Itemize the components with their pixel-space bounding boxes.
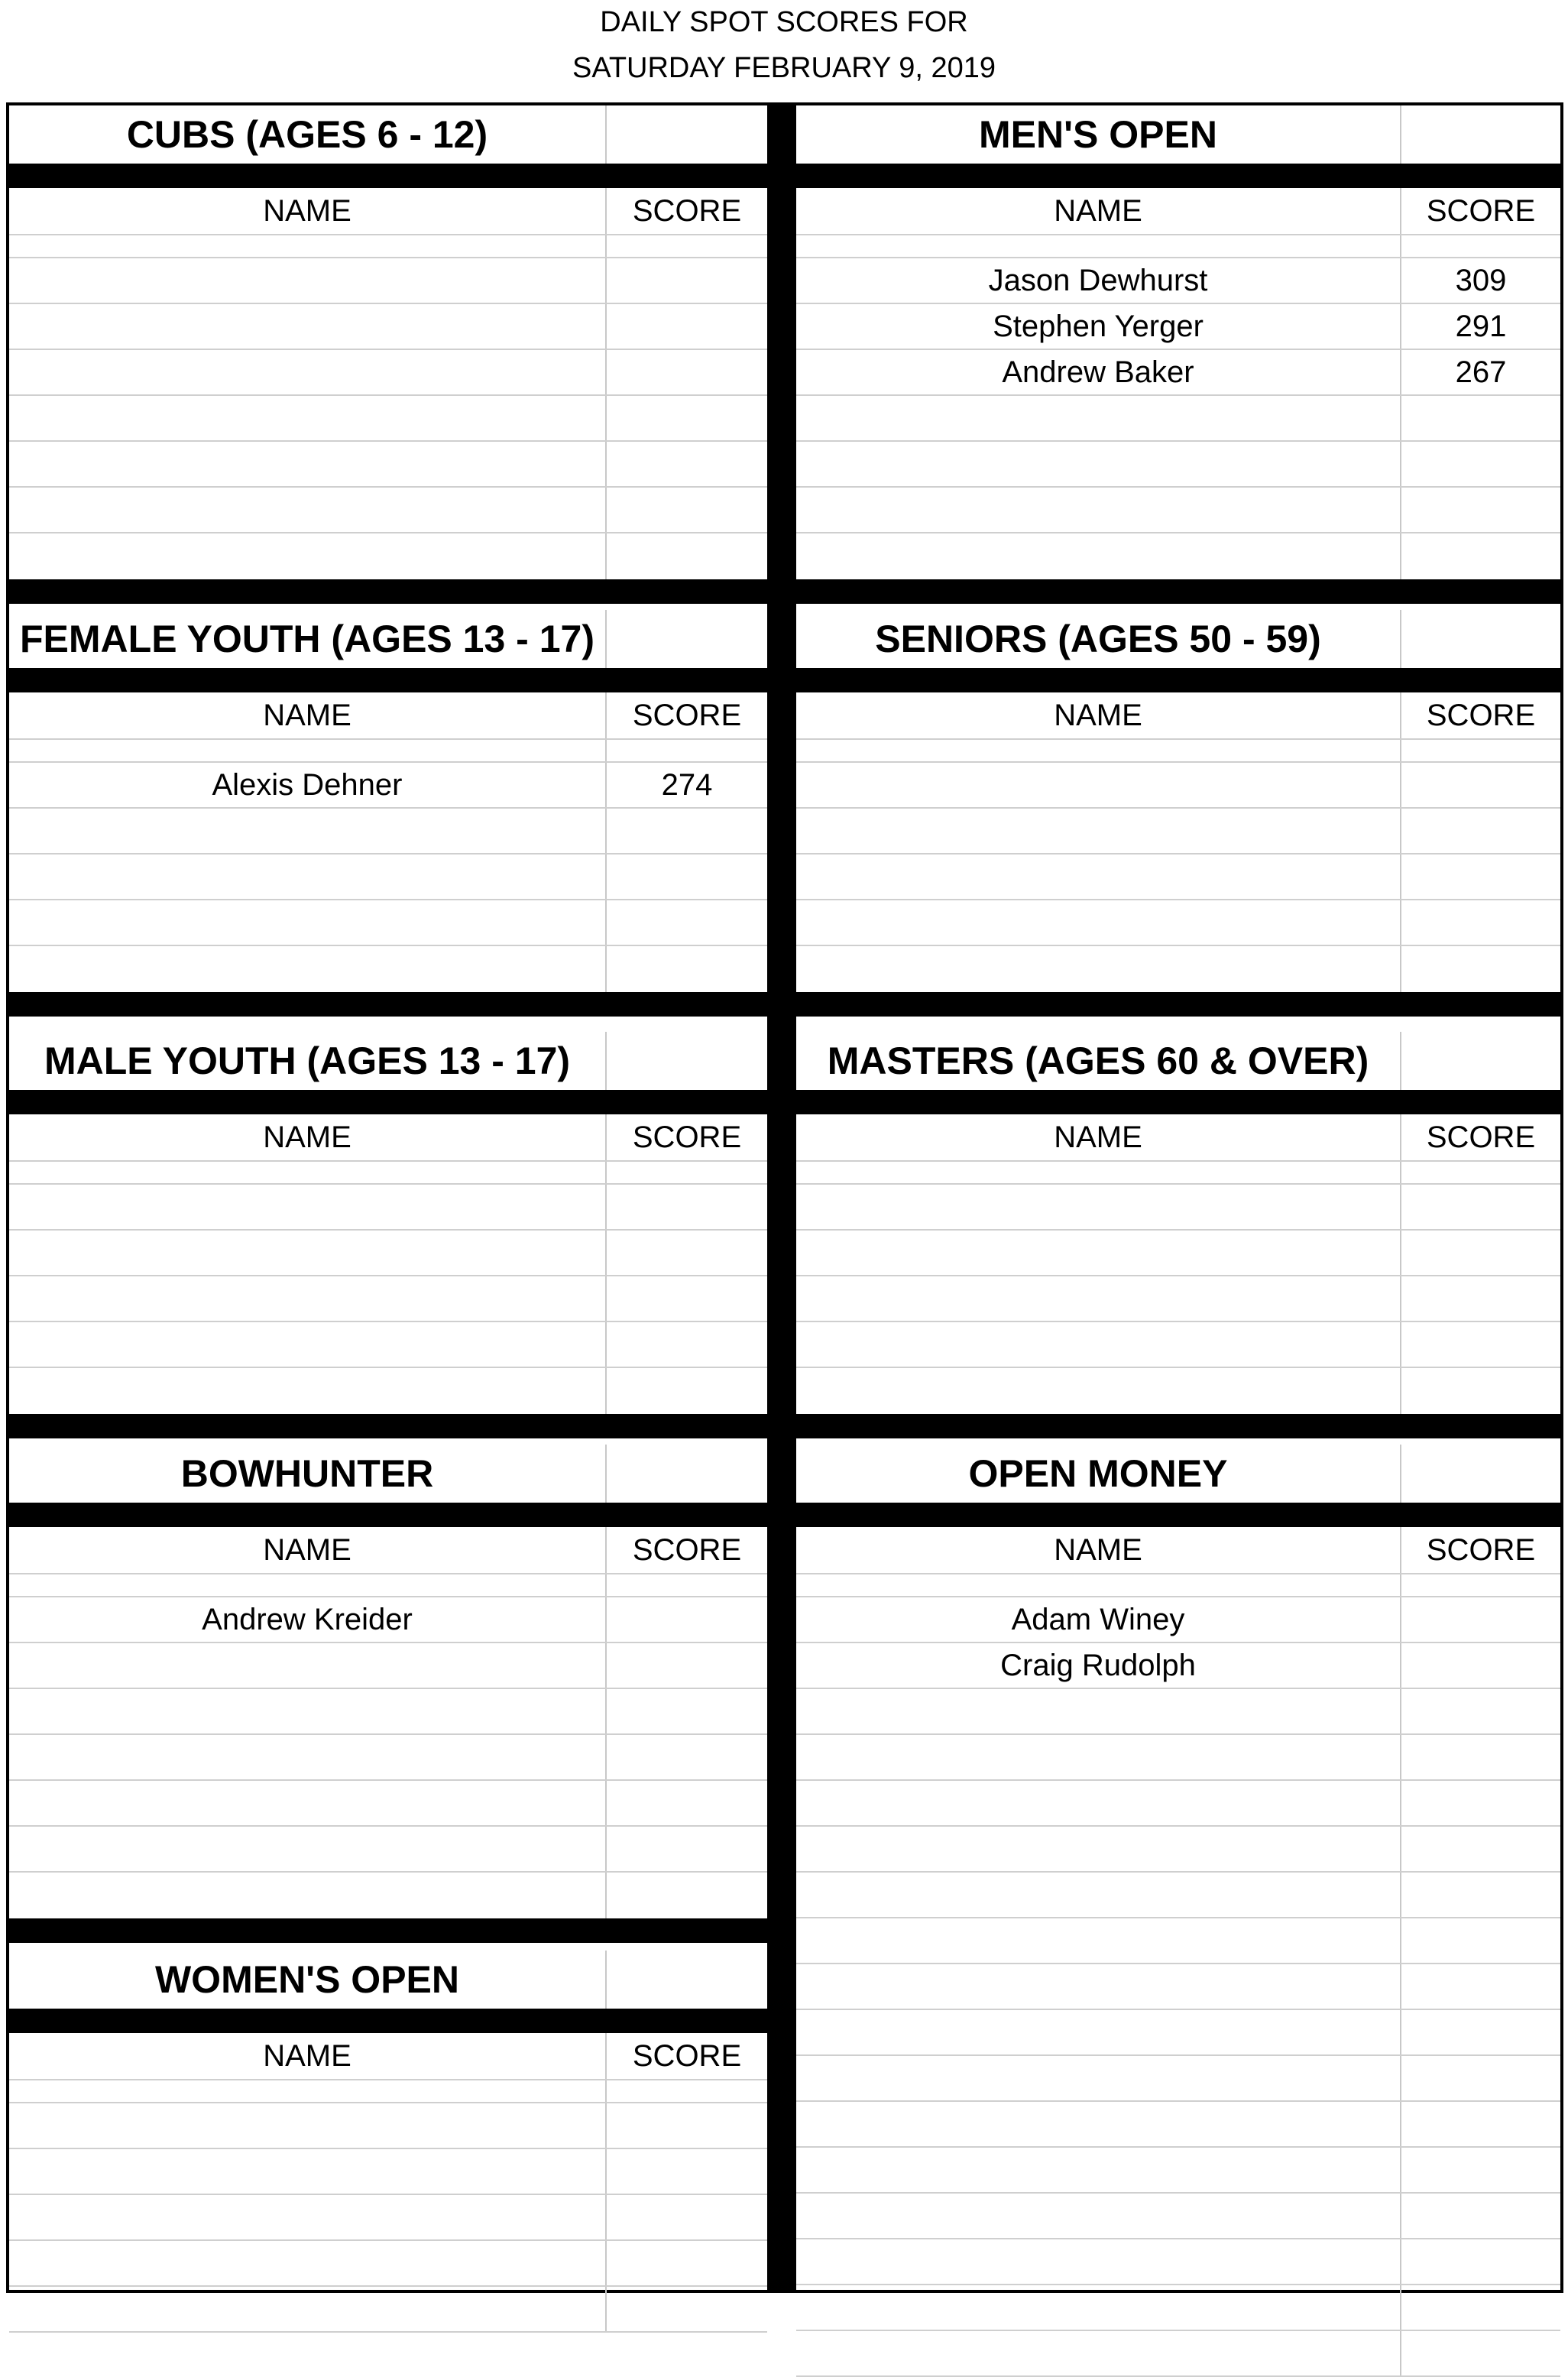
entry-score-empty	[1400, 2331, 1560, 2375]
empty-row	[796, 2194, 1560, 2239]
section-heading	[796, 610, 1560, 668]
entry-name-empty	[9, 1689, 605, 1733]
empty-row	[796, 2148, 1560, 2194]
empty-row	[796, 900, 1560, 946]
section-bar	[9, 2009, 767, 2033]
entry-name-empty	[9, 2149, 605, 2194]
section-title: MALE YOUTH (AGES 13 - 17)	[44, 1039, 571, 1082]
entry-score-empty	[605, 350, 767, 394]
entry-score-empty	[1400, 488, 1560, 532]
score-column-header: SCORE	[605, 2033, 767, 2079]
entry-score: 309	[1400, 258, 1560, 303]
entry-score-empty	[1400, 2102, 1560, 2146]
empty-row	[9, 1873, 767, 1918]
empty-row	[796, 2102, 1560, 2148]
empty-row	[9, 2103, 767, 2149]
section-bar	[796, 1503, 1560, 1527]
entry-name-empty	[9, 1735, 605, 1779]
entry-name-empty	[9, 2195, 605, 2239]
name-column-header: NAME	[1054, 698, 1142, 732]
entry-score-empty	[1400, 2148, 1560, 2192]
empty-row	[796, 2285, 1560, 2331]
spacer-score-cell	[605, 235, 767, 257]
empty-row	[9, 1368, 767, 1414]
entry-score-empty	[1400, 1276, 1560, 1321]
entry-name-empty	[796, 900, 1400, 945]
empty-row	[796, 1735, 1560, 1781]
name-column-header: NAME	[263, 193, 352, 228]
section-bar	[796, 1090, 1560, 1114]
entry-name-empty	[9, 442, 605, 486]
empty-row	[796, 1231, 1560, 1276]
entry-score: 274	[605, 763, 767, 807]
empty-row	[9, 2149, 767, 2195]
empty-row	[9, 946, 767, 992]
empty-row	[9, 350, 767, 396]
spacer-score-cell	[1400, 1162, 1560, 1183]
section-bar	[9, 1090, 767, 1114]
center-divider	[767, 105, 796, 2290]
entry-name-empty	[9, 854, 605, 899]
section-heading	[9, 1951, 767, 2009]
entry-name-empty	[796, 763, 1400, 807]
entry-score-empty	[1400, 533, 1560, 579]
empty-row	[9, 1185, 767, 1231]
entry-score-empty	[605, 1827, 767, 1871]
spacer-score-cell	[605, 740, 767, 761]
name-column-header: NAME	[1054, 1120, 1142, 1154]
entry-score-empty	[605, 258, 767, 303]
entry-name-empty	[796, 396, 1400, 440]
entry-score	[1400, 1597, 1560, 1642]
entry-score-empty	[605, 1643, 767, 1688]
section-separator	[796, 1414, 1560, 1438]
entry-score-empty	[605, 1781, 767, 1825]
score-entry-row	[796, 1597, 1560, 1643]
entry-name-empty	[796, 1827, 1400, 1871]
section-heading	[9, 105, 767, 164]
section-title: BOWHUNTER	[180, 1452, 434, 1495]
entry-score-empty	[1400, 1322, 1560, 1367]
left-column	[9, 105, 767, 2290]
empty-row	[796, 1964, 1560, 2010]
score-entry-row	[9, 1597, 767, 1643]
score-sheet	[6, 102, 1563, 2293]
empty-row	[796, 2239, 1560, 2285]
empty-row	[9, 1827, 767, 1873]
entry-name-empty	[796, 1918, 1400, 1963]
score-entry-row	[796, 1643, 1560, 1689]
entry-name-empty	[9, 1873, 605, 1918]
spacer-score-cell	[1400, 1574, 1560, 1596]
score-column-header: SCORE	[605, 692, 767, 738]
section-title: MASTERS (AGES 60 & OVER)	[827, 1039, 1369, 1082]
section-title-score-cell	[605, 1032, 767, 1090]
empty-row	[796, 1827, 1560, 1873]
empty-row	[796, 763, 1560, 809]
entry-score-empty	[605, 1322, 767, 1367]
spacer-score-cell	[605, 1162, 767, 1183]
entry-name-empty	[796, 488, 1400, 532]
section-title-score-cell	[605, 1951, 767, 2009]
section-title-score-cell	[1400, 610, 1560, 668]
section-title: CUBS (AGES 6 - 12)	[126, 113, 488, 156]
section-separator	[796, 579, 1560, 604]
spacer-score-cell	[1400, 235, 1560, 257]
entry-name-empty	[796, 2102, 1400, 2146]
empty-row	[796, 854, 1560, 900]
empty-row	[796, 2331, 1560, 2377]
empty-row	[9, 809, 767, 854]
entry-name-empty	[9, 1368, 605, 1414]
entry-score-empty	[1400, 2239, 1560, 2284]
empty-row	[796, 1185, 1560, 1231]
entry-score-empty	[605, 2103, 767, 2148]
empty-row	[796, 1918, 1560, 1964]
empty-row	[796, 1873, 1560, 1918]
entry-name-empty	[796, 1322, 1400, 1367]
entry-score-empty	[1400, 2194, 1560, 2238]
empty-row	[9, 1781, 767, 1827]
section-bar	[796, 668, 1560, 692]
entry-name-empty	[9, 350, 605, 394]
spacer-row	[9, 1162, 767, 1185]
entry-name-empty	[796, 2194, 1400, 2238]
empty-row	[796, 809, 1560, 854]
empty-row	[796, 2010, 1560, 2056]
spacer-row	[9, 2080, 767, 2103]
entry-name-empty	[796, 1185, 1400, 1229]
entry-name-empty	[9, 1322, 605, 1367]
empty-row	[796, 1322, 1560, 1368]
score-column-header: SCORE	[605, 188, 767, 234]
entry-name-empty	[796, 1964, 1400, 2009]
entry-name: Alexis Dehner	[212, 767, 403, 802]
column-header-row	[9, 1114, 767, 1162]
score-column-header: SCORE	[605, 1527, 767, 1573]
entry-score-empty	[605, 2195, 767, 2239]
empty-row	[9, 900, 767, 946]
entry-score-empty	[1400, 1827, 1560, 1871]
entry-score	[1400, 1643, 1560, 1688]
section-title: FEMALE YOUTH (AGES 13 - 17)	[20, 618, 594, 660]
entry-name-empty	[796, 533, 1400, 579]
entry-score-empty	[605, 946, 767, 992]
column-header-row	[9, 692, 767, 740]
entry-name-empty	[796, 1735, 1400, 1779]
entry-score-empty	[1400, 1185, 1560, 1229]
section-bar	[9, 164, 767, 188]
empty-row	[9, 533, 767, 579]
spacer-row	[9, 1574, 767, 1597]
spacer-score-cell	[605, 2080, 767, 2102]
entry-name: Stephen Yerger	[993, 309, 1204, 343]
entry-name-empty	[9, 1276, 605, 1321]
entry-name-empty	[9, 2287, 605, 2331]
empty-row	[9, 1735, 767, 1781]
entry-score-empty	[605, 1185, 767, 1229]
entry-name-empty	[796, 2056, 1400, 2100]
entry-name-empty	[796, 2148, 1400, 2192]
name-column-header: NAME	[1054, 193, 1142, 228]
entry-score-empty	[605, 1873, 767, 1918]
entry-score: 291	[1400, 304, 1560, 349]
section-title: SENIORS (AGES 50 - 59)	[875, 618, 1321, 660]
column-header-row	[796, 692, 1560, 740]
entry-name-empty	[796, 2239, 1400, 2284]
section-title: OPEN MONEY	[968, 1452, 1228, 1495]
entry-name: Jason Dewhurst	[988, 263, 1208, 297]
spacer-score-cell	[605, 1574, 767, 1596]
empty-row	[796, 1276, 1560, 1322]
section-title-score-cell	[1400, 105, 1560, 164]
score-entry-row	[796, 350, 1560, 396]
spacer-row	[796, 1162, 1560, 1185]
entry-score-empty	[605, 1276, 767, 1321]
section-heading	[9, 610, 767, 668]
empty-row	[796, 442, 1560, 488]
entry-score-empty	[605, 442, 767, 486]
spacer-score-cell	[1400, 740, 1560, 761]
column-header-row	[9, 2033, 767, 2080]
column-header-row	[9, 1527, 767, 1574]
entry-score-empty	[605, 2149, 767, 2194]
empty-row	[9, 1276, 767, 1322]
section-separator	[9, 1918, 767, 1943]
empty-row	[796, 2056, 1560, 2102]
entry-score-empty	[1400, 900, 1560, 945]
score-column-header: SCORE	[1400, 1527, 1560, 1573]
section-heading	[796, 105, 1560, 164]
section-separator	[796, 992, 1560, 1017]
entry-score-empty	[605, 1689, 767, 1733]
section-title: MEN'S OPEN	[979, 113, 1217, 156]
entry-name-empty	[9, 1185, 605, 1229]
entry-score-empty	[1400, 854, 1560, 899]
column-header-row	[9, 188, 767, 235]
page-title-line-2: SATURDAY FEBRUARY 9, 2019	[572, 52, 996, 84]
section-title-score-cell	[1400, 1032, 1560, 1090]
entry-name: Craig Rudolph	[1000, 1648, 1196, 1682]
empty-row	[796, 396, 1560, 442]
spacer-row	[796, 1574, 1560, 1597]
entry-name-empty	[9, 900, 605, 945]
page-title-line-1: DAILY SPOT SCORES FOR	[600, 6, 968, 38]
entry-name-empty	[9, 304, 605, 349]
entry-name-empty	[9, 1643, 605, 1688]
entry-name-empty	[9, 258, 605, 303]
empty-row	[9, 2287, 767, 2333]
empty-row	[9, 1689, 767, 1735]
entry-name-empty	[9, 2103, 605, 2148]
entry-name-empty	[796, 442, 1400, 486]
empty-row	[9, 2195, 767, 2241]
entry-name-empty	[9, 1231, 605, 1275]
spacer-row	[796, 740, 1560, 763]
score-column-header: SCORE	[605, 1114, 767, 1160]
column-header-row	[796, 188, 1560, 235]
entry-score-empty	[605, 854, 767, 899]
entry-score-empty	[1400, 809, 1560, 853]
entry-name-empty	[9, 396, 605, 440]
entry-score-empty	[605, 488, 767, 532]
entry-name: Andrew Kreider	[202, 1602, 413, 1636]
name-column-header: NAME	[263, 1532, 352, 1567]
entry-score-empty	[605, 809, 767, 853]
empty-row	[796, 1689, 1560, 1735]
empty-row	[9, 2241, 767, 2287]
entry-name-empty	[9, 809, 605, 853]
entry-score-empty	[1400, 1231, 1560, 1275]
entry-name-empty	[796, 809, 1400, 853]
entry-name-empty	[9, 1827, 605, 1871]
entry-name-empty	[796, 1368, 1400, 1414]
empty-row	[9, 396, 767, 442]
score-entry-row	[9, 763, 767, 809]
column-header-row	[796, 1527, 1560, 1574]
entry-score-empty	[1400, 1368, 1560, 1414]
entry-score-empty	[1400, 1918, 1560, 1963]
entry-name-empty	[796, 946, 1400, 992]
empty-row	[9, 854, 767, 900]
entry-name-empty	[796, 854, 1400, 899]
spacer-row	[796, 235, 1560, 258]
score-column-header: SCORE	[1400, 188, 1560, 234]
entry-name-empty	[9, 946, 605, 992]
section-bar	[9, 668, 767, 692]
section-bar	[9, 1503, 767, 1527]
section-separator	[9, 992, 767, 1017]
entry-name-empty	[796, 2331, 1400, 2375]
entry-name-empty	[9, 533, 605, 579]
entry-score-empty	[605, 2287, 767, 2331]
section-title-score-cell	[605, 105, 767, 164]
entry-score-empty	[1400, 2010, 1560, 2054]
entry-name-empty	[796, 1231, 1400, 1275]
entry-score-empty	[1400, 1781, 1560, 1825]
entry-score-empty	[605, 1368, 767, 1414]
section-heading	[9, 1032, 767, 1090]
entry-score-empty	[1400, 946, 1560, 992]
score-column-header: SCORE	[1400, 692, 1560, 738]
entry-score-empty	[605, 2241, 767, 2285]
entry-name-empty	[9, 2241, 605, 2285]
section-title: WOMEN'S OPEN	[154, 1958, 460, 2001]
score-entry-row	[796, 258, 1560, 304]
empty-row	[9, 1231, 767, 1276]
empty-row	[9, 488, 767, 533]
section-heading	[796, 1445, 1560, 1503]
entry-name: Andrew Baker	[1002, 355, 1194, 389]
entry-name-empty	[796, 1689, 1400, 1733]
entry-score-empty	[605, 396, 767, 440]
entry-score-empty	[605, 533, 767, 579]
name-column-header: NAME	[1054, 1532, 1142, 1567]
entry-score-empty	[1400, 763, 1560, 807]
entry-name-empty	[796, 1781, 1400, 1825]
empty-row	[9, 442, 767, 488]
column-header-row	[796, 1114, 1560, 1162]
entry-name-empty	[9, 1781, 605, 1825]
entry-score	[605, 1597, 767, 1642]
entry-score-empty	[1400, 1873, 1560, 1917]
name-column-header: NAME	[263, 1120, 352, 1154]
empty-row	[9, 304, 767, 350]
entry-name: Adam Winey	[1011, 1602, 1185, 1636]
empty-row	[9, 1643, 767, 1689]
score-entry-row	[796, 304, 1560, 350]
entry-score: 267	[1400, 350, 1560, 394]
entry-name-empty	[9, 488, 605, 532]
empty-row	[796, 533, 1560, 579]
section-separator	[9, 1414, 767, 1438]
section-title-score-cell	[605, 610, 767, 668]
right-column	[796, 105, 1560, 2290]
score-column-header: SCORE	[1400, 1114, 1560, 1160]
section-bar	[796, 164, 1560, 188]
spacer-row	[9, 235, 767, 258]
section-title-score-cell	[605, 1445, 767, 1503]
entry-name-empty	[796, 1276, 1400, 1321]
entry-score-empty	[1400, 2285, 1560, 2330]
empty-row	[796, 1368, 1560, 1414]
section-heading	[796, 1032, 1560, 1090]
entry-name-empty	[796, 1873, 1400, 1917]
empty-row	[796, 1781, 1560, 1827]
section-separator	[9, 579, 767, 604]
section-title-score-cell	[1400, 1445, 1560, 1503]
entry-score-empty	[605, 1735, 767, 1779]
entry-score-empty	[1400, 1964, 1560, 2009]
entry-score-empty	[605, 1231, 767, 1275]
entry-name-empty	[796, 2010, 1400, 2054]
name-column-header: NAME	[263, 2038, 352, 2073]
entry-score-empty	[1400, 2056, 1560, 2100]
empty-row	[9, 1322, 767, 1368]
entry-score-empty	[1400, 396, 1560, 440]
empty-row	[796, 488, 1560, 533]
name-column-header: NAME	[263, 698, 352, 732]
entry-score-empty	[605, 304, 767, 349]
entry-score-empty	[1400, 442, 1560, 486]
entry-score-empty	[1400, 1735, 1560, 1779]
spacer-row	[9, 740, 767, 763]
entry-score-empty	[1400, 1689, 1560, 1733]
entry-name-empty	[796, 2285, 1400, 2330]
empty-row	[9, 258, 767, 304]
empty-row	[796, 946, 1560, 992]
entry-score-empty	[605, 900, 767, 945]
section-heading	[9, 1445, 767, 1503]
